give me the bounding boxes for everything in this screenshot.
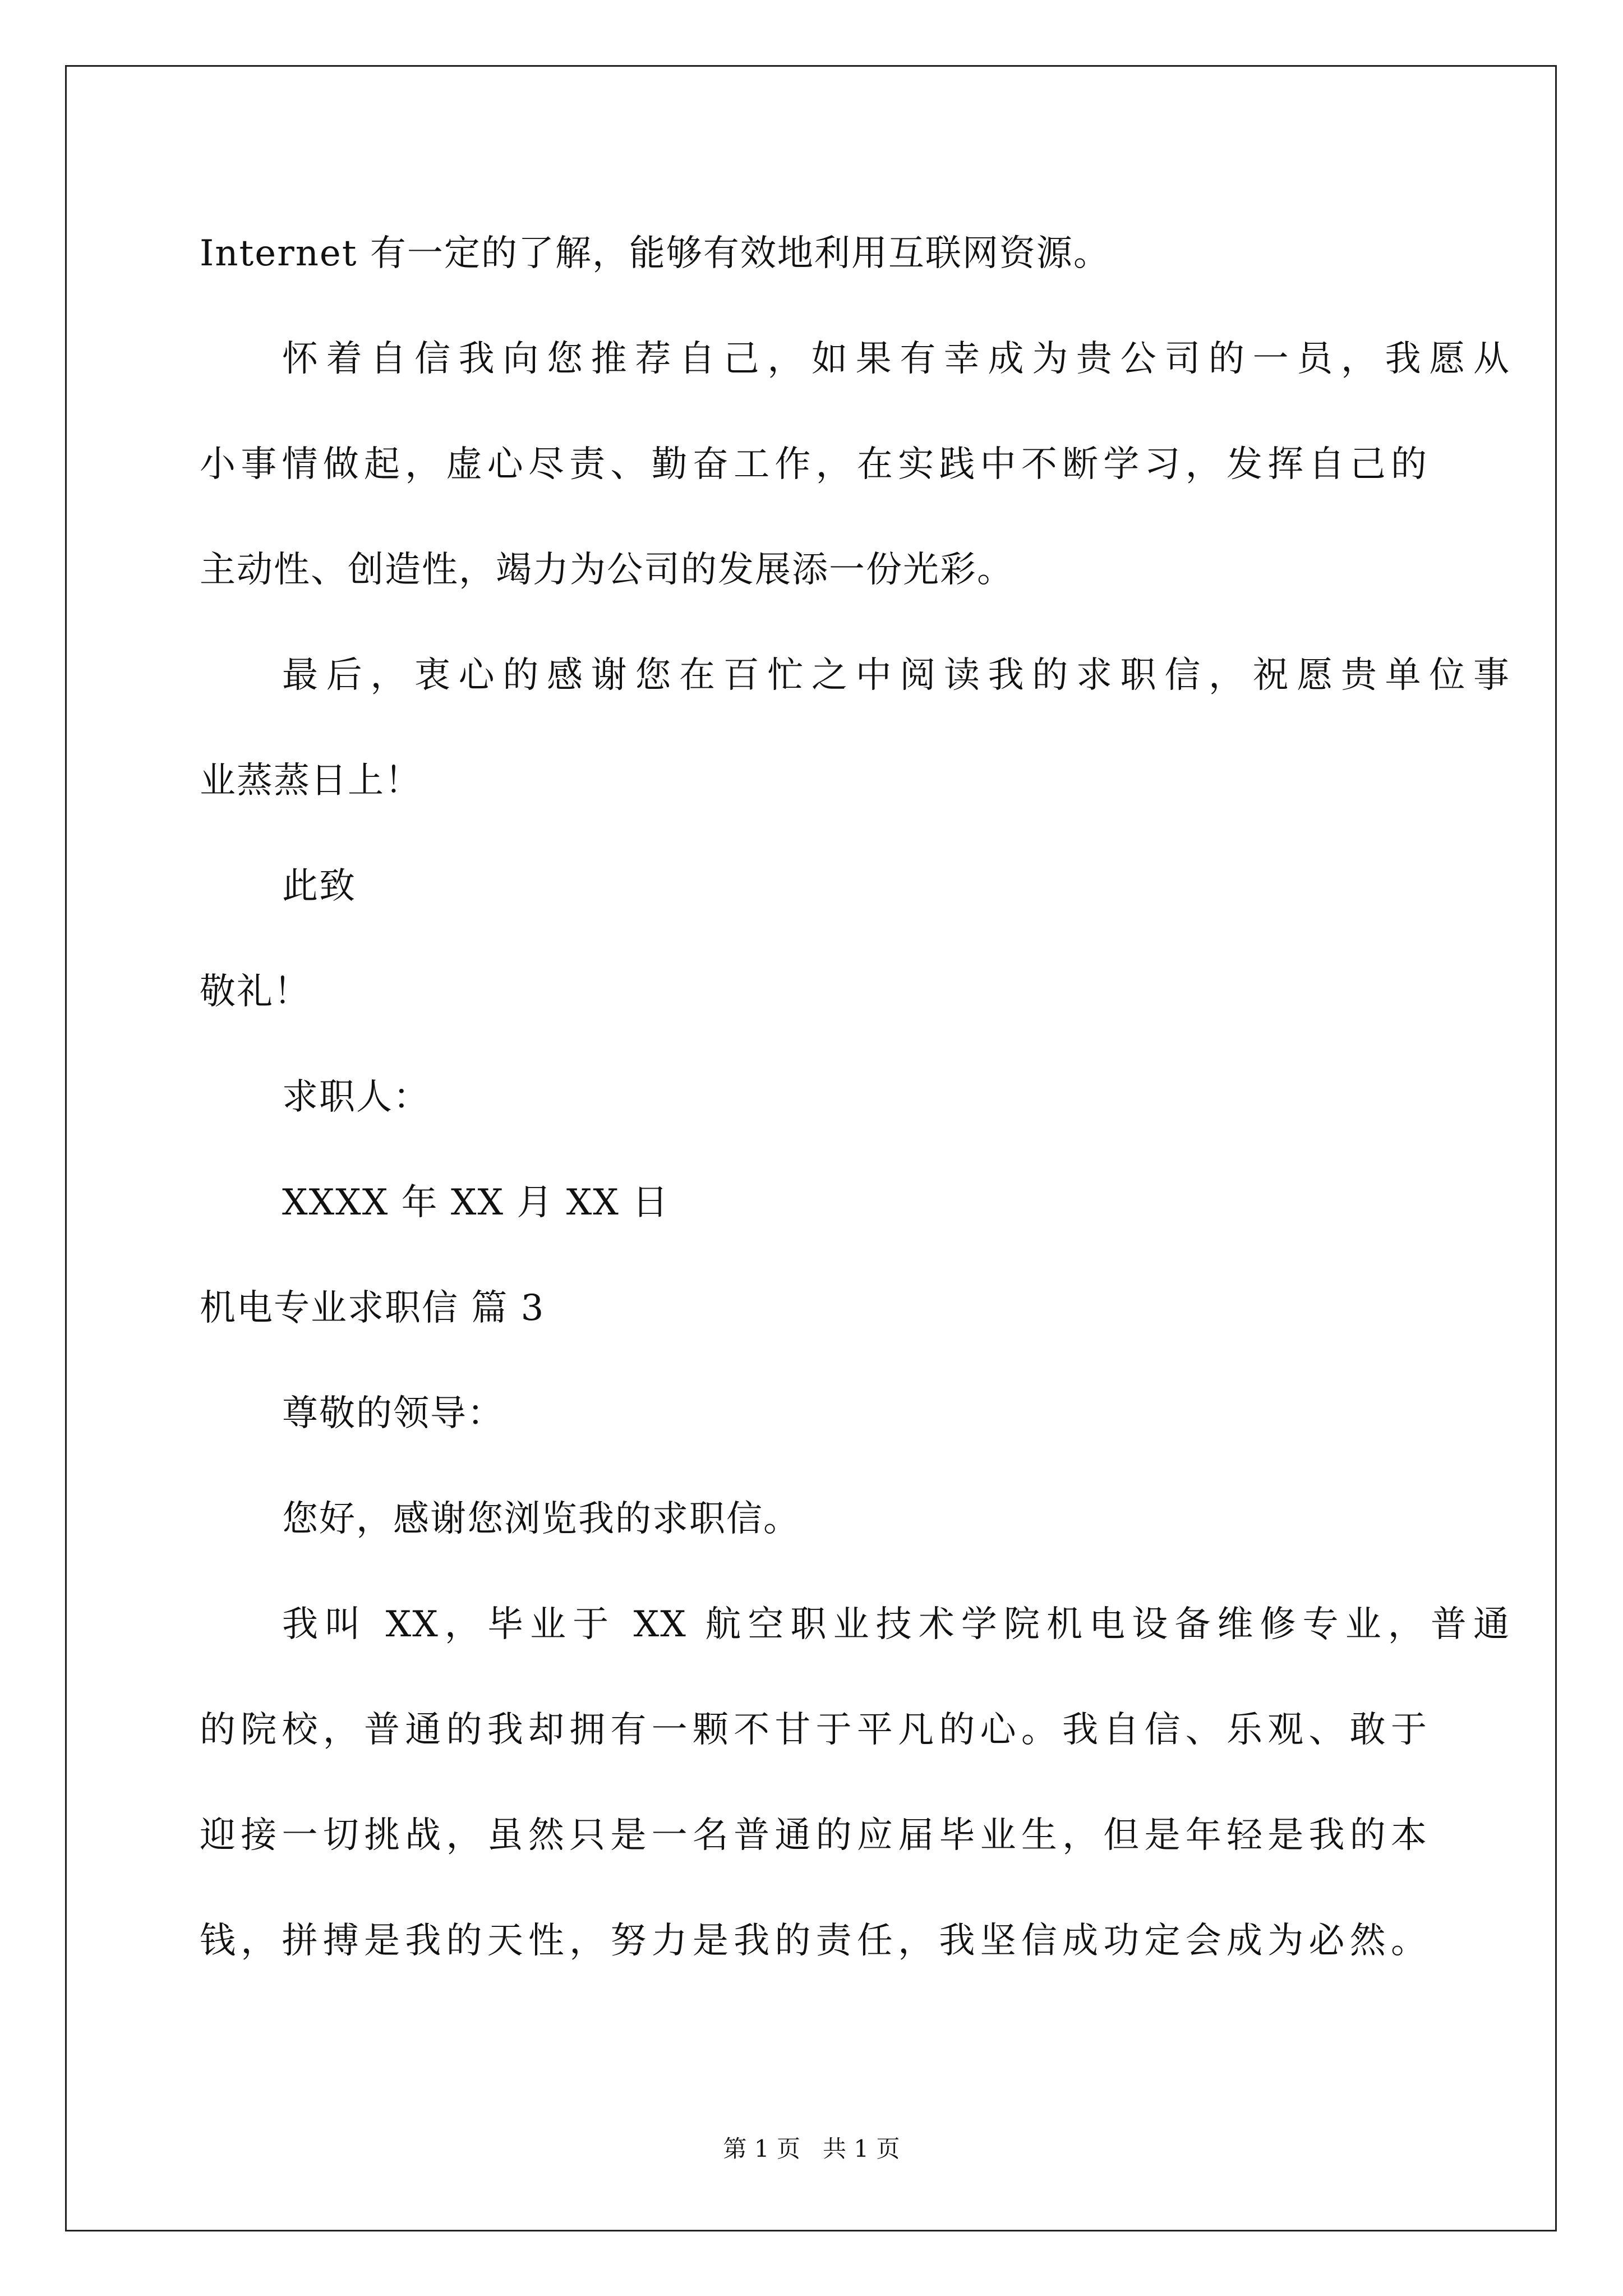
closing-line: 敬礼！: [200, 971, 311, 1013]
paragraph-line: 怀着自信我向您推荐自己，如果有幸成为贵公司的一员，我愿从: [282, 338, 1510, 380]
paragraph-line: 业蒸蒸日上！: [200, 760, 422, 802]
paragraph-line: 主动性、创造性，竭力为公司的发展添一份光彩。: [200, 549, 1014, 591]
page-border: [65, 65, 1557, 2231]
text-line: Internet 有一定的了解，能够有效地利用互联网资源。: [200, 233, 1110, 274]
date-line: XXXX 年 XX 月 XX 日: [282, 1182, 670, 1223]
paragraph-line: 最后，衷心的感谢您在百忙之中阅读我的求职信，祝愿贵单位事: [282, 655, 1510, 696]
paragraph-line: 的院校，普通的我却拥有一颗不甘于平凡的心。我自信、乐观、敢于: [200, 1709, 1428, 1751]
signature-line: 求职人：: [282, 1076, 430, 1118]
section-heading: 机电专业求职信 篇 3: [200, 1287, 545, 1329]
paragraph-line: 迎接一切挑战，虽然只是一名普通的应届毕业生，但是年轻是我的本: [200, 1815, 1428, 1856]
closing-line: 此致: [282, 866, 356, 907]
paragraph-line: 您好，感谢您浏览我的求职信。: [282, 1498, 800, 1540]
paragraph-line: 小事情做起，虚心尽责、勤奋工作，在实践中不断学习，发挥自己的: [200, 444, 1428, 485]
paragraph-line: 钱，拼搏是我的天性，努力是我的责任，我坚信成功定会成为必然。: [200, 1920, 1428, 1962]
page-footer: 第 1 页 共 1 页: [723, 2135, 900, 2162]
salutation-line: 尊敬的领导：: [282, 1393, 504, 1434]
paragraph-line: 我叫 XX，毕业于 XX 航空职业技术学院机电设备维修专业，普通: [282, 1604, 1510, 1645]
